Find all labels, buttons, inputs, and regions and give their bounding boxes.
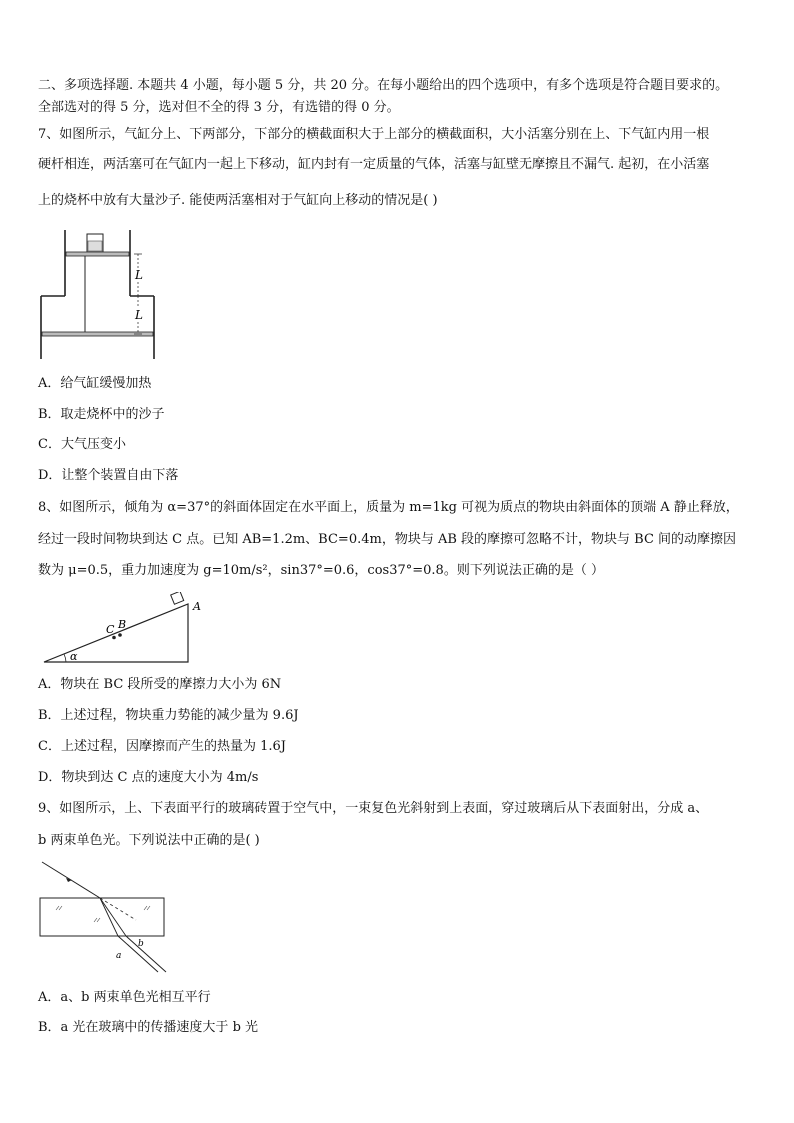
block-shape bbox=[171, 592, 184, 604]
label-b: B bbox=[118, 618, 127, 631]
label-c: C bbox=[106, 623, 115, 636]
point-b bbox=[118, 633, 122, 637]
label-a: a bbox=[116, 951, 122, 961]
q7-option-b: B．取走烧杯中的沙子 bbox=[38, 407, 165, 422]
q7-cylinder-figure bbox=[38, 228, 168, 363]
label-alpha: α bbox=[70, 650, 78, 663]
dimension-label-upper: L bbox=[135, 268, 143, 282]
q8-option-b: B．上述过程，物块重力势能的减少量为 9.6J bbox=[38, 708, 299, 723]
ray-b bbox=[126, 936, 166, 972]
small-piston bbox=[66, 252, 129, 256]
q7-option-a: A．给气缸缓慢加热 bbox=[38, 376, 152, 391]
section-heading-line-1: 二、多项选择题. 本题共 4 小题，每小题 5 分，共 20 分。在每小题给出的四个选项中，有多个选项是符合题目要求的。 bbox=[38, 78, 729, 93]
q7-stem-line-1: 7、如图所示，气缸分上、下两部分，下部分的横截面积大于上部分的横截面积，大小活塞分别在上、下气缸内用一根 bbox=[38, 127, 710, 142]
q9-glass-figure bbox=[36, 856, 176, 981]
q8-option-a: A．物块在 BC 段所受的摩擦力大小为 6N bbox=[38, 677, 282, 692]
point-c bbox=[112, 636, 116, 640]
q8-stem-line-1: 8、如图所示，倾角为 α=37°的斜面体固定在水平面上，质量为 m=1kg 可视为质点的物块由斜面体的顶端 A 静止释放， bbox=[38, 500, 739, 515]
label-b: b bbox=[138, 939, 144, 949]
q8-incline-figure bbox=[40, 592, 210, 667]
q8-stem-line-2: 经过一段时间物块到达 C 点。已知 AB=1.2m、BC=0.4m，物块与 AB 段的摩擦可忽略不计，物块与 BC 间的动摩擦因 bbox=[38, 532, 737, 547]
incline-triangle bbox=[44, 604, 188, 662]
q7-option-d: D．让整个装置自由下落 bbox=[38, 468, 179, 483]
sand-shape bbox=[88, 241, 102, 251]
q7-option-c: C．大气压变小 bbox=[38, 437, 126, 452]
label-a: A bbox=[193, 600, 201, 613]
glass-block bbox=[40, 898, 164, 936]
q9-stem-line-1: 9、如图所示，上、下表面平行的玻璃砖置于空气中，一束复色光斜射到上表面，穿过玻璃后从下表面射出，分成 a、 bbox=[38, 801, 709, 816]
q8-stem-line-3: 数为 μ=0.5，重力加速度为 g=10m/s²，sin37°=0.6，cos37°=0.8。则下列说法正确的是（ ） bbox=[38, 563, 604, 578]
q7-stem-line-3: 上的烧杯中放有大量沙子. 能使两活塞相对于气缸向上移动的情况是( ) bbox=[38, 193, 438, 208]
q8-option-c: C．上述过程，因摩擦而产生的热量为 1.6J bbox=[38, 739, 286, 754]
q9-stem-line-2: b 两束单色光。下列说法中正确的是( ) bbox=[38, 833, 260, 848]
dimension-label-lower: L bbox=[135, 308, 143, 322]
q9-option-a: A．a、b 两束单色光相互平行 bbox=[38, 990, 211, 1005]
q7-stem-line-2: 硬杆相连，两活塞可在气缸内一起上下移动，缸内封有一定质量的气体，活塞与缸壁无摩擦且不漏气. 起初，在小活塞 bbox=[38, 157, 710, 172]
section-heading-line-2: 全部选对的得 5 分，选对但不全的得 3 分，有选错的得 0 分。 bbox=[38, 100, 400, 115]
q9-option-b: B．a 光在玻璃中的传播速度大于 b 光 bbox=[38, 1020, 259, 1035]
q8-option-d: D．物块到达 C 点的速度大小为 4m/s bbox=[38, 770, 259, 785]
